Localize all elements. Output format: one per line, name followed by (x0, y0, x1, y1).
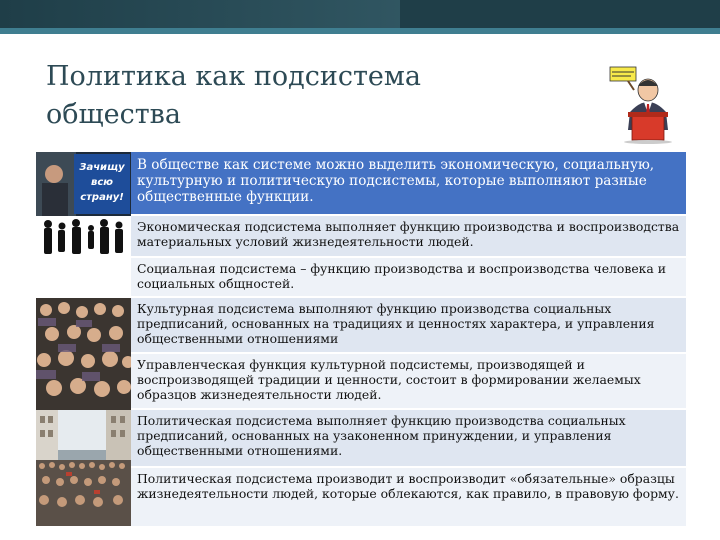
table-row (36, 216, 686, 258)
slide-title-line-1: Политика как подсистема (46, 61, 421, 92)
political-norms-text: Политическая подсистема производит и воспроизводит «обязательные» образцы жизнедеятельности людей, которые облекаются, как правило, в правовую форму. (137, 471, 679, 501)
header-bar-gradient (0, 0, 400, 28)
table-row (36, 298, 686, 354)
cultural-management-text: Управленческая функция культурной подсистемы, производящей и воспроизводящей традиции и ценности, состоит в формировании желаемых образцов жизнедеятельности людей. (137, 357, 641, 402)
poster-text-line-2: всю (91, 177, 113, 188)
intro-text: В обществе как системе можно выделить экономическую, социальную, культурную и политическую подсистемы, которые выполняют разные общественные функции. (137, 157, 655, 205)
poster-text-line-1: Зачищу (79, 162, 125, 173)
poster-photo (36, 152, 131, 216)
table-row (36, 152, 686, 216)
table-cell-cultural (131, 298, 686, 354)
table-cell-cultural-management (131, 354, 686, 410)
table-row (36, 410, 686, 468)
table-cell-economic (131, 216, 686, 258)
slide-title (46, 58, 566, 134)
header-bar (0, 0, 720, 28)
cultural-text: Культурная подсистема выполняют функцию производства социальных предписаний, основанных на традициях и ценностях характера, и управления общественными отношениями (137, 301, 655, 346)
economic-text: Экономическая подсистема выполняет функцию производства и воспроизводства материальных условий жизнедеятельности людей. (137, 219, 680, 249)
slide-title-line-2: общества (46, 99, 181, 130)
poster-text-line-3: страну! (80, 192, 124, 203)
table-row (36, 258, 686, 298)
family-silhouettes-photo (36, 216, 131, 258)
header-accent-line (0, 28, 720, 34)
social-text: Социальная подсистема – функцию производства и воспроизводства человека и социальных общностей. (137, 261, 667, 291)
table-cell-intro (131, 152, 686, 216)
political-text: Политическая подсистема выполняет функцию производства социальных предписаний, основанных на узаконенном принуждении, и управления общественными отношениями. (137, 413, 626, 458)
table-row (36, 468, 686, 526)
table-cell-social (131, 258, 686, 298)
table-cell-political-norms (131, 468, 686, 526)
table-row (36, 354, 686, 410)
campaign-poster-image (36, 152, 131, 216)
family-silhouettes-icon (36, 216, 131, 258)
speaker-mascot-icon (604, 64, 686, 144)
functions-table (36, 152, 686, 526)
table-cell-political (131, 410, 686, 468)
